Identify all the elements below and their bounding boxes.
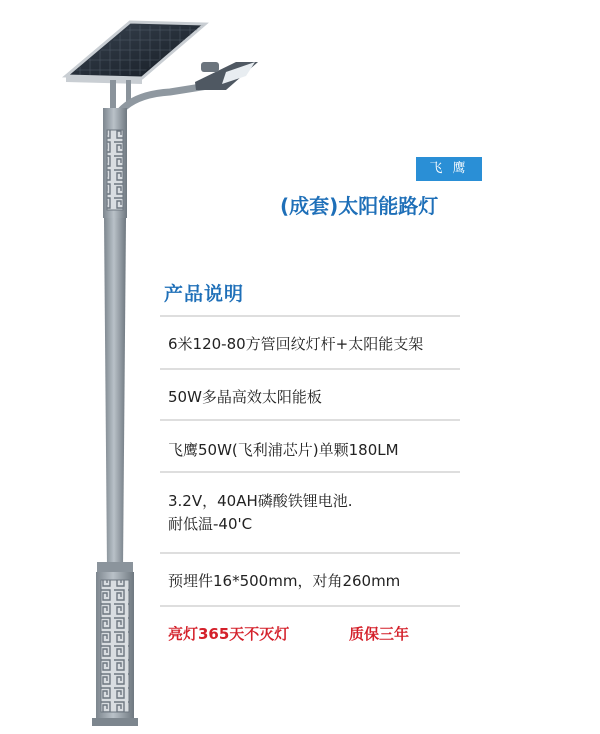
solar-panel	[66, 22, 205, 84]
spec-dividers	[160, 316, 460, 606]
brand-tag: 飞 鹰	[429, 161, 469, 176]
spec-item-panel: 50W多晶高效太阳能板	[168, 388, 322, 406]
product-title: (成套)太阳能路灯	[280, 194, 439, 218]
pole-upper-ornament	[107, 130, 123, 210]
section-title: 产品说明	[164, 283, 245, 305]
spec-item-embedded-parts: 预埋件16*500mm，对角260mm	[168, 572, 401, 590]
spec-item-pole: 6米120-80方管回纹灯杆+太阳能支架	[168, 335, 424, 353]
lamp-head	[195, 62, 258, 90]
pole-base	[92, 562, 138, 726]
guarantee-warranty: 质保三年	[349, 625, 410, 643]
guarantee-lighting: 亮灯365天不灭灯	[168, 625, 290, 643]
spec-item-battery-temp: 耐低温-40'C	[168, 515, 253, 533]
pole-shaft	[104, 218, 126, 568]
spec-item-lamp: 飞鹰50W(飞利浦芯片)单颗180LM	[168, 441, 399, 459]
spec-item-battery: 3.2V，40AH磷酸铁锂电池.	[168, 492, 353, 510]
